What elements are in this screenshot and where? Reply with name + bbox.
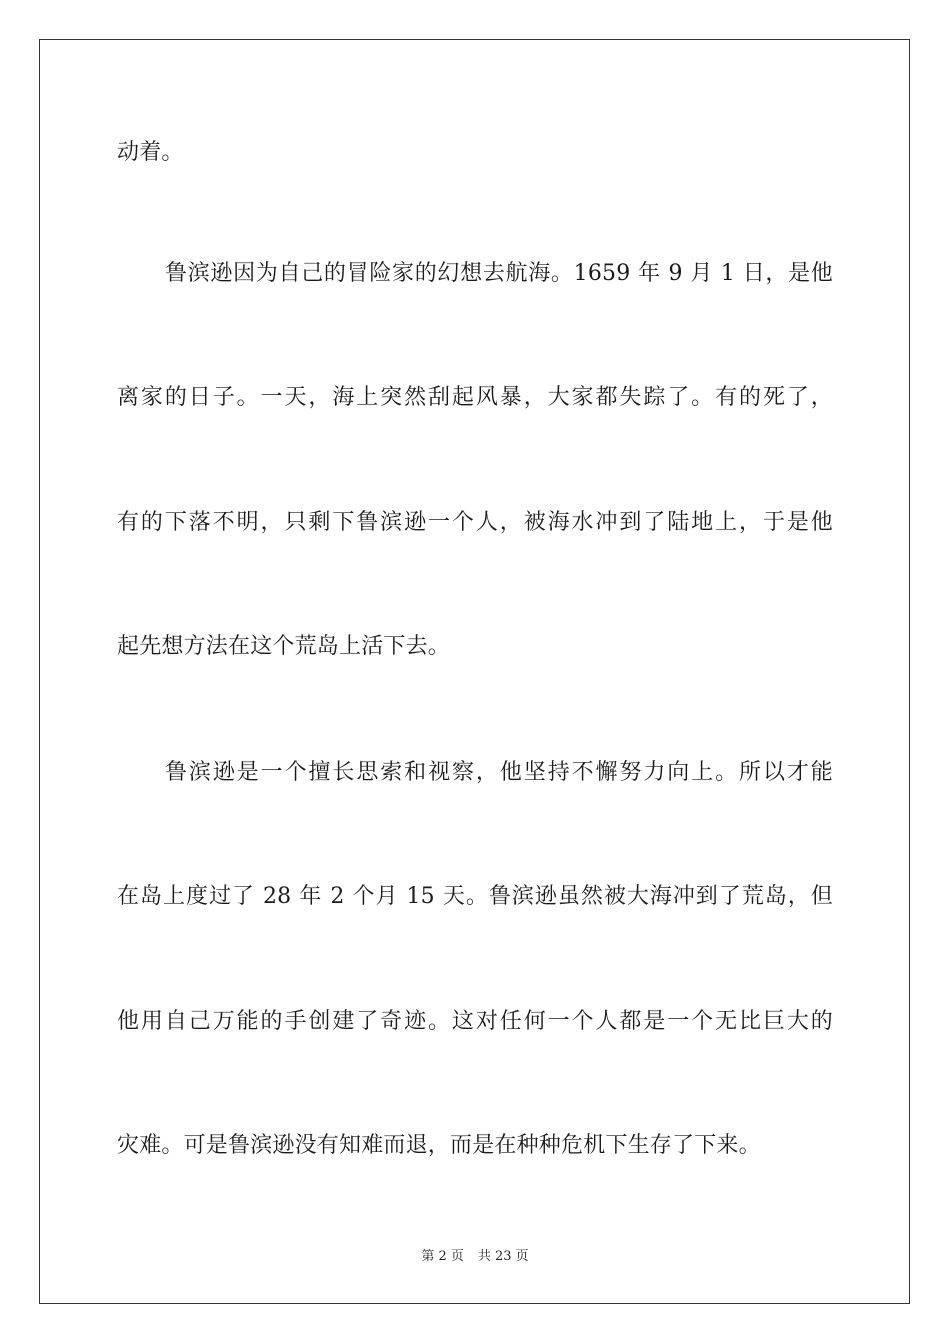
page-border bbox=[39, 39, 910, 1304]
paragraph-line: 离家的日子。一天，海上突然刮起风暴，大家都失踪了。有的死了， bbox=[117, 385, 833, 410]
page-footer bbox=[0, 1245, 950, 1264]
paragraph-line: 鲁滨逊是一个擅长思索和视察，他坚持不懈努力向上。所以才能 bbox=[165, 760, 833, 785]
paragraph-line: 鲁滨逊因为自己的冒险家的幻想去航海。1659 年 9 月 1 日，是他 bbox=[165, 261, 833, 286]
paragraph-line: 有的下落不明，只剩下鲁滨逊一个人，被海水冲到了陆地上，于是他 bbox=[117, 510, 833, 535]
paragraph-line: 灾难。可是鲁滨逊没有知难而退，而是在种种危机下生存了下来。 bbox=[117, 1133, 761, 1158]
paragraph-line: 动着。 bbox=[117, 140, 184, 165]
paragraph-line: 在岛上度过了 28 年 2 个月 15 天。鲁滨逊虽然被大海冲到了荒岛，但 bbox=[117, 884, 833, 909]
paragraph-line: 他用自己万能的手创建了奇迹。这对任何一个人都是一个无比巨大的 bbox=[117, 1009, 833, 1034]
paragraph-line: 起先想方法在这个荒岛上活下去。 bbox=[117, 634, 451, 659]
page-total: 共 23 页 bbox=[477, 1249, 529, 1264]
page-number: 第 2 页 bbox=[421, 1249, 464, 1264]
